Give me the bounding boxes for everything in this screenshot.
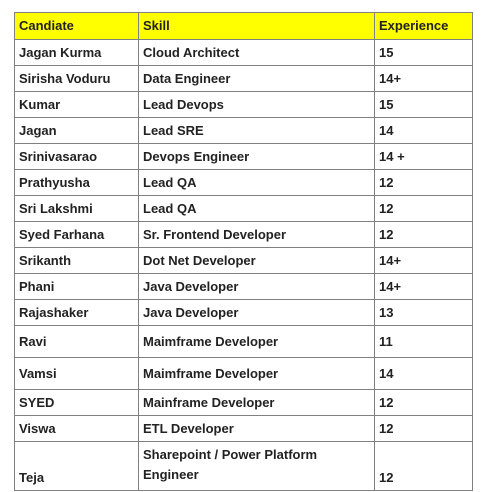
table-row [15, 300, 473, 326]
experience-cell: 12 [375, 416, 473, 442]
candidate-name-cell: SYED [15, 390, 139, 416]
table-row [15, 390, 473, 416]
candidate-name-cell: Prathyusha [15, 170, 139, 196]
skill-cell: Sharepoint / Power Platform Engineer [139, 442, 375, 491]
candidate-name-cell: Syed Farhana [15, 222, 139, 248]
skill-cell: Dot Net Developer [139, 248, 375, 274]
column-header-experience: Experience [375, 13, 473, 40]
experience-cell: 14 [375, 358, 473, 390]
table-row [15, 248, 473, 274]
candidate-name-cell: Jagan [15, 118, 139, 144]
candidate-name-cell: Phani [15, 274, 139, 300]
table-row [15, 40, 473, 66]
experience-cell: 14+ [375, 248, 473, 274]
skill-cell: ETL Developer [139, 416, 375, 442]
table-header-row [15, 13, 473, 40]
experience-cell: 14+ [375, 66, 473, 92]
candidate-name-cell: Jagan Kurma [15, 40, 139, 66]
experience-cell: 12 [375, 222, 473, 248]
candidate-name-cell: Srinivasarao [15, 144, 139, 170]
column-header-skill: Skill [139, 13, 375, 40]
experience-cell: 12 [375, 442, 473, 491]
skill-cell: Lead Devops [139, 92, 375, 118]
skill-cell: Sr. Frontend Developer [139, 222, 375, 248]
table-row [15, 170, 473, 196]
column-header-candidate: Candiate [15, 13, 139, 40]
table-row [15, 144, 473, 170]
experience-cell: 15 [375, 92, 473, 118]
table-row [15, 358, 473, 390]
skill-cell: Data Engineer [139, 66, 375, 92]
candidate-name-cell: Teja [15, 442, 139, 491]
table-row [15, 416, 473, 442]
candidate-name-cell: Sri Lakshmi [15, 196, 139, 222]
experience-cell: 12 [375, 170, 473, 196]
experience-cell: 12 [375, 390, 473, 416]
table-row [15, 442, 473, 491]
candidate-name-cell: Sirisha Voduru [15, 66, 139, 92]
table-row [15, 118, 473, 144]
table-row [15, 222, 473, 248]
candidates-table [14, 12, 473, 491]
candidate-name-cell: Srikanth [15, 248, 139, 274]
skill-cell: Java Developer [139, 300, 375, 326]
experience-cell: 15 [375, 40, 473, 66]
table-row [15, 326, 473, 358]
skill-cell: Lead SRE [139, 118, 375, 144]
candidate-name-cell: Rajashaker [15, 300, 139, 326]
table-row [15, 92, 473, 118]
candidate-name-cell: Vamsi [15, 358, 139, 390]
skill-cell: Devops Engineer [139, 144, 375, 170]
skill-cell: Maimframe Developer [139, 326, 375, 358]
table-row [15, 196, 473, 222]
table-row [15, 274, 473, 300]
table-row [15, 66, 473, 92]
candidate-name-cell: Kumar [15, 92, 139, 118]
experience-cell: 14 + [375, 144, 473, 170]
skill-cell: Java Developer [139, 274, 375, 300]
skill-cell: Lead QA [139, 196, 375, 222]
experience-cell: 14+ [375, 274, 473, 300]
experience-cell: 14 [375, 118, 473, 144]
skill-cell: Maimframe Developer [139, 358, 375, 390]
skill-cell: Mainframe Developer [139, 390, 375, 416]
skill-cell: Cloud Architect [139, 40, 375, 66]
experience-cell: 12 [375, 196, 473, 222]
candidate-name-cell: Viswa [15, 416, 139, 442]
candidate-name-cell: Ravi [15, 326, 139, 358]
skill-cell: Lead QA [139, 170, 375, 196]
experience-cell: 11 [375, 326, 473, 358]
experience-cell: 13 [375, 300, 473, 326]
